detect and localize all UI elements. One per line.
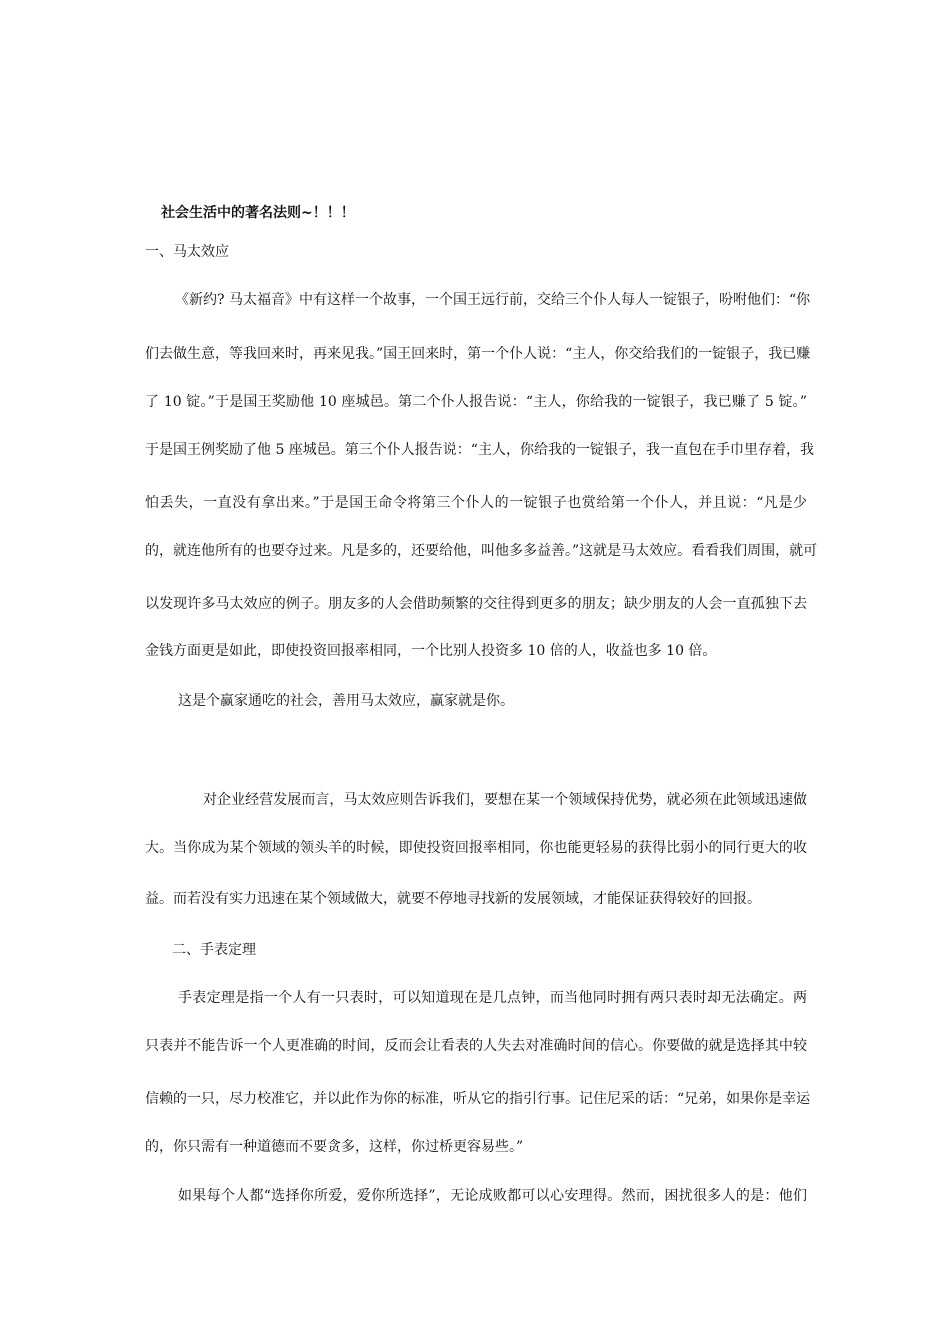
- paragraph-line: 怕丢失，一直没有拿出来。”于是国王命令将第三个仆人的一锭银子也赏给第一个仆人，并且说：“凡是少: [145, 495, 807, 511]
- paragraph-line: 益。而若没有实力迅速在某个领域做大，就要不停地寻找新的发展领域，才能保证获得较好的回报。: [145, 891, 761, 907]
- paragraph-line: 信赖的一只，尽力校准它，并以此作为你的标准，听从它的指引行事。记住尼采的话：“兄弟，如果你是幸运: [145, 1091, 811, 1107]
- paragraph-line: 大。当你成为某个领域的领头羊的时候，即使投资回报率相同，你也能更轻易的获得比弱小的同行更大的收: [145, 840, 807, 856]
- document-title: 社会生活中的著名法则~！！！: [161, 205, 355, 221]
- paragraph-line: 了 10 锭。”于是国王奖励他 10 座城邑。第二个仆人报告说：“主人，你给我的一锭银子，我已赚了 5 锭。”: [145, 394, 807, 410]
- paragraph-line: 于是国王例奖励了他 5 座城邑。第三个仆人报告说：“主人，你给我的一锭银子，我一直包在手巾里存着，我: [145, 442, 814, 458]
- paragraph: 这是个赢家通吃的社会，善用马太效应，赢家就是你。: [178, 693, 514, 709]
- section-heading-watch-law: 二、手表定理: [172, 942, 256, 958]
- paragraph-line: 的，就连他所有的也要夺过来。凡是多的，还要给他，叫他多多益善。”这就是马太效应。看看我们周围，就可: [145, 543, 818, 559]
- paragraph-line: 只表并不能告诉一个人更准确的时间，反而会让看表的人失去对准确时间的信心。你要做的就是选择其中较: [145, 1038, 807, 1054]
- paragraph-line: 金钱方面更是如此，即使投资回报率相同，一个比别人投资多 10 倍的人，收益也多 10 倍。: [145, 643, 717, 659]
- paragraph-line: 的，你只需有一种道德而不要贪多，这样，你过桥更容易些。”: [145, 1139, 524, 1155]
- section-heading-matthew-effect: 一、马太效应: [145, 244, 229, 260]
- paragraph-line: 如果每个人都“选择你所爱，爱你所选择”，无论成败都可以心安理得。然而，困扰很多人的是：他们: [178, 1188, 807, 1204]
- paragraph-line: 对企业经营发展而言，马太效应则告诉我们，要想在某一个领域保持优势，就必须在此领域迅速做: [203, 792, 807, 808]
- paragraph-line: 手表定理是指一个人有一只表时，可以知道现在是几点钟，而当他同时拥有两只表时却无法确定。两: [178, 990, 807, 1006]
- paragraph-line: 们去做生意，等我回来时，再来见我。”国王回来时，第一个仆人说：“主人，你交给我们的一锭银子，我已赚: [145, 346, 811, 362]
- paragraph-line: 《新约? 马太福音》中有这样一个故事，一个国王远行前，交给三个仆人每人一锭银子，吩咐他们：“你: [175, 292, 811, 308]
- paragraph-line: 以发现许多马太效应的例子。朋友多的人会借助频繁的交往得到更多的朋友；缺少朋友的人会一直孤独下去: [145, 596, 807, 612]
